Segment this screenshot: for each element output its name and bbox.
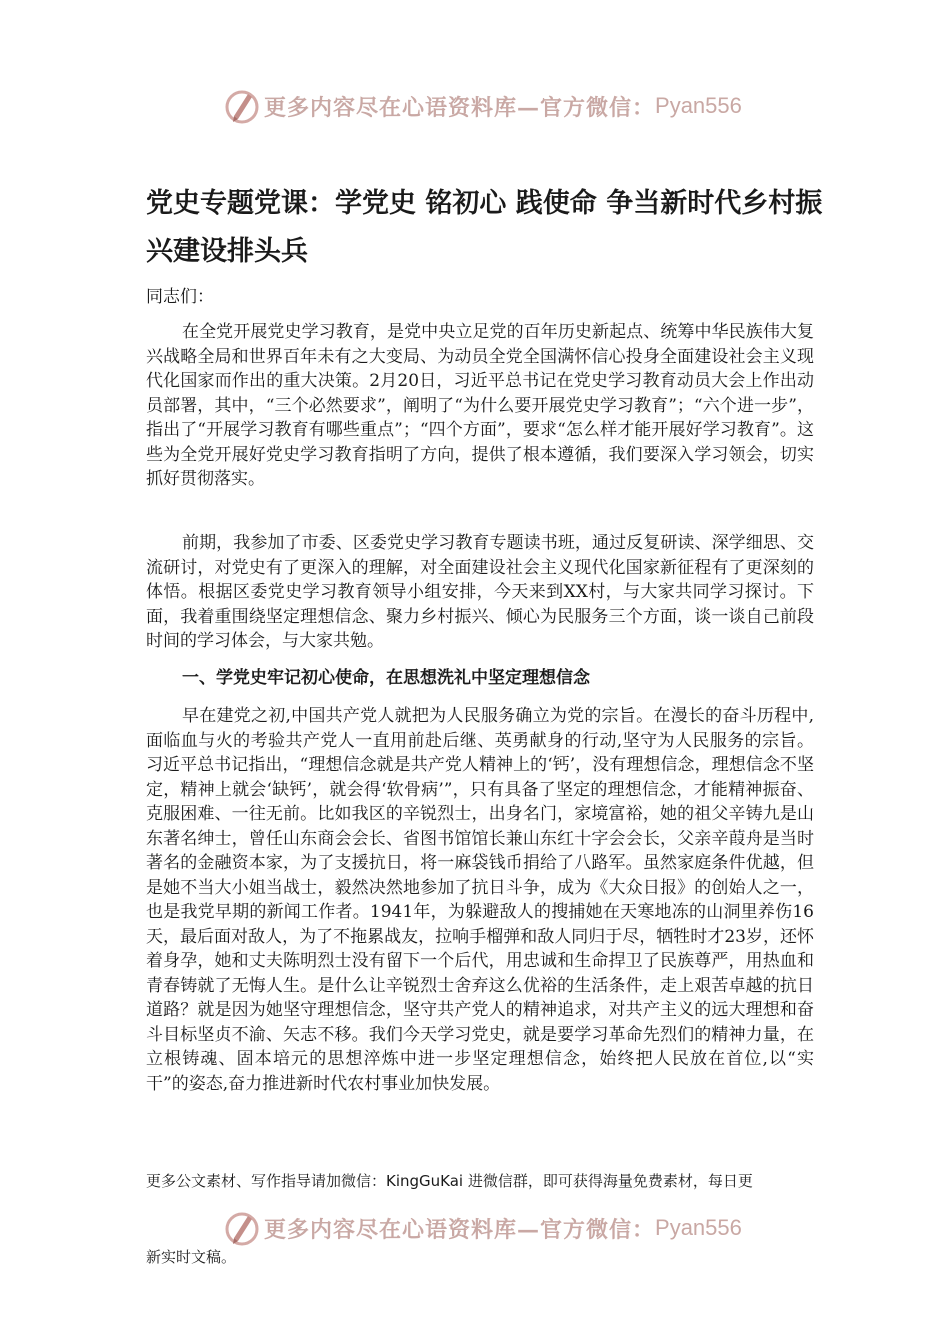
- banner-text: 更多内容尽在心语资料库—官方微信：: [264, 1216, 656, 1243]
- watermark-banner-top: [222, 86, 742, 126]
- pen-logo-icon: [222, 86, 262, 126]
- section-paragraph: 早在建党之初,中国共产党人就把为人民服务确立为党的宗旨。在漫长的奋斗历程中,面临血与火的考验共产党人一直用前赴后继、英勇献身的行动,坚守为人民服务的宗旨。习近平总书记指出，“理想信念就是共产党人精神上的‘钙’，没有理想信念，理想信念不坚定，精神上就会‘缺钙’，就会得‘软骨病’”，只有具备了坚定的理想信念，才能精神振奋、克服困难、一往无前。比如我区的辛锐烈士，出身名门，家境富裕，她的祖父辛铸九是山东著名绅士，曾任山东商会会长、省图书馆馆长兼山东红十字会会长，父亲辛葭舟是当时著名的金融资本家，为了支援抗日，将一麻袋钱币捐给了八路军。虽然家庭条件优越，但是她不当大小姐当战士，毅然决然地参加了抗日斗争，成为《大众日报》的创始人之一，也是我党早期的新闻工作者。1941年，为躲避敌人的搜捕她在天寒地冻的山洞里养伤16天，最后面对敌人，为了不拖累战友，拉响手榴弹和敌人同归于尽，牺牲时才23岁，还怀着身孕，她和丈夫陈明烈士没有留下一个后代，用忠诚和生命捍卫了民族尊严，用热血和青春铸就了无悔人生。是什么让辛锐烈士舍弃这么优裕的生活条件，走上艰苦卓越的抗日道路？就是因为她坚守理想信念，坚守共产党人的精神追求，对共产主义的远大理想和奋斗目标坚贞不渝、矢志不移。我们今天学习党史，就是要学习革命先烈们的精神力量，在立根铸魂、固本培元的思想淬炼中进一步坚定理想信念，始终把人民放在首位,以“实干”的姿态,奋力推进新时代农村事业加快发展。: [146, 706, 814, 1094]
- watermark-banner-bottom: [222, 1208, 742, 1248]
- footer-note: 更多公文素材、写作指导请加微信：KingGuKai 进微信群，即可获得海量免费素材，每日更: [146, 1172, 753, 1190]
- banner-text: 更多内容尽在心语资料库—官方微信：: [264, 94, 656, 121]
- pen-logo-icon: [222, 1208, 262, 1248]
- document-title: 党史专题党课：学党史 铭初心 践使命 争当新时代乡村振兴建设排头兵: [146, 188, 823, 267]
- banner-wechat-id: Pyan556: [655, 1215, 742, 1240]
- salutation: 同志们：: [146, 287, 214, 307]
- footer-note-continued: 新实时文稿。: [146, 1248, 237, 1266]
- paragraph: 在全党开展党史学习教育，是党中央立足党的百年历史新起点、统筹中华民族伟大复兴战略全局和世界百年未有之大变局、为动员全党全国满怀信心投身全面建设社会主义现代化国家而作出的重大决策。2月20日，习近平总书记在党史学习教育动员大会上作出动员部署，其中，“三个必然要求”，阐明了“为什么要开展党史学习教育”；“六个进一步”，指出了“开展学习教育有哪些重点”；“四个方面”，要求“怎么样才能开展好学习教育”。这些为全党开展好党史学习教育指明了方向，提供了根本遵循，我们要深入学习领会，切实抓好贯彻落实。: [146, 322, 814, 489]
- banner-wechat-id: Pyan556: [655, 93, 742, 118]
- paragraph: 前期，我参加了市委、区委党史学习教育专题读书班，通过反复研读、深学细思、交流研讨，对党史有了更深入的理解，对全面建设社会主义现代化国家新征程有了更深刻的体悟。根据区委党史学习教育领导小组安排，今天来到XX村，与大家共同学习探讨。下面，我着重围绕坚定理想信念、聚力乡村振兴、倾心为民服务三个方面，谈一谈自己前段时间的学习体会，与大家共勉。: [146, 533, 814, 651]
- section-heading: 一、学党史牢记初心使命，在思想洗礼中坚定理想信念: [182, 668, 590, 688]
